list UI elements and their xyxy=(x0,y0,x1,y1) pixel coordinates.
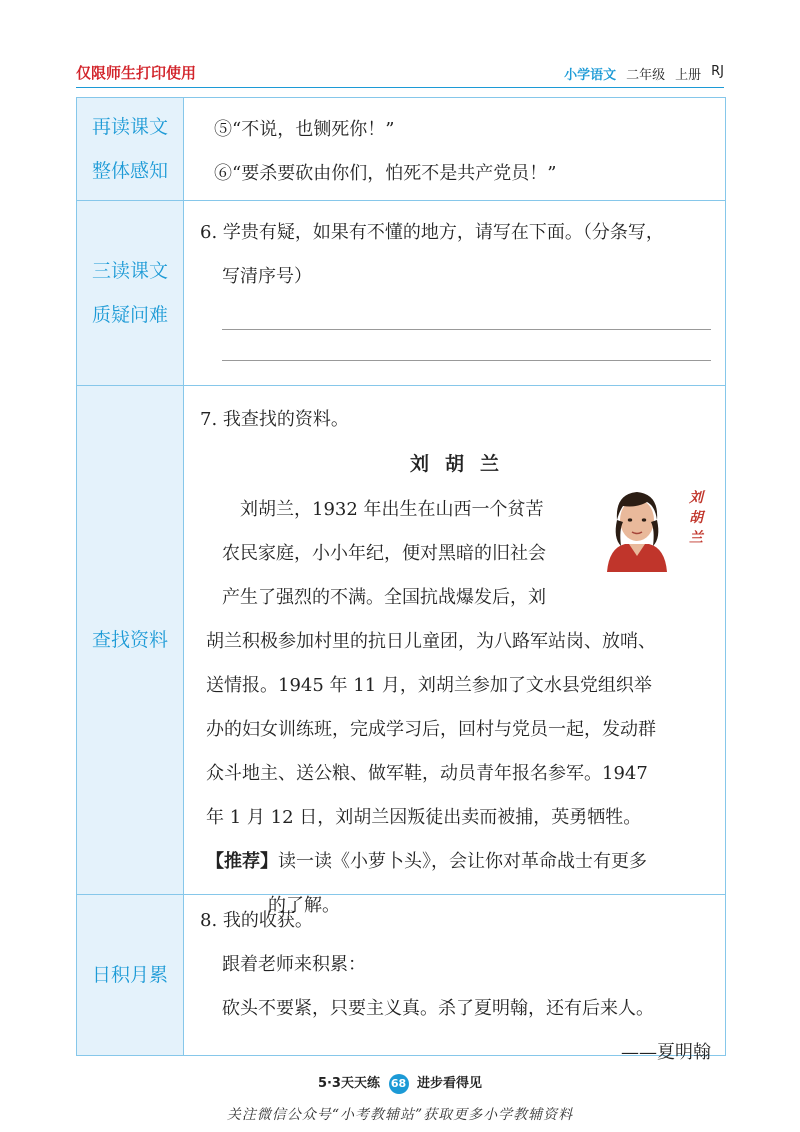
question-6-cont: 写清序号） xyxy=(222,266,312,287)
quote-author: ——夏明翰 xyxy=(621,1042,711,1063)
section-label: 日积月累 xyxy=(77,895,184,1055)
section-content xyxy=(184,895,725,1063)
edition-label: RJ xyxy=(711,64,724,79)
grade-label: 二年级 xyxy=(626,68,666,83)
article-line: 年 1 月 12 日，刘胡兰因叛徒出卖而被捕，英勇牺牲。 xyxy=(206,807,642,828)
subject-label: 小学语文 xyxy=(564,68,617,83)
worksheet-table xyxy=(76,97,726,1063)
recommend-line-2: 的了解。 xyxy=(268,895,340,916)
article-line: 送情报。1945 年 11 月，刘胡兰参加了文水县党组织举 xyxy=(206,675,652,696)
question-8: 8. 我的收获。 xyxy=(200,910,313,931)
article-line: 胡兰积极参加村里的抗日儿童团，为八路军站岗、放哨、 xyxy=(206,631,656,652)
section-reread xyxy=(77,98,725,201)
page-header xyxy=(76,62,724,86)
recommend-line: 【推荐】读一读《小萝卜头》，会让你对革命战士有更多 xyxy=(206,851,647,872)
answer-line[interactable] xyxy=(222,330,711,361)
article-line: 众斗地主、送公粮、做军鞋，动员青年报名参军。1947 xyxy=(206,763,648,784)
question-7: 7. 我查找的资料。 xyxy=(200,409,349,430)
sentence-item-5: ⑤“不说，也铡死你！” xyxy=(214,119,395,140)
footer-brand: 5·3天天练 xyxy=(317,1076,380,1091)
section-accumulate xyxy=(77,895,725,1063)
header-divider xyxy=(76,87,724,88)
book-info xyxy=(564,64,724,83)
question-6: 6. 学贵有疑，如果有不懂的地方，请写在下面。（分条写， xyxy=(200,222,664,243)
sentence-item-6: ⑥“要杀要砍由你们，怕死不是共产党员！” xyxy=(214,163,557,184)
bottom-note: 关注微信公众号“小考教辅站”获取更多小学教辅资料 xyxy=(226,1107,574,1123)
article-line: 农民家庭，小小年纪，便对黑暗的旧社会 xyxy=(222,543,546,564)
section-third-read xyxy=(77,201,725,386)
page-footer xyxy=(0,1072,800,1094)
section-content xyxy=(184,386,725,916)
article-line: 办的妇女训练班，完成学习后，回村与党员一起，发动群 xyxy=(206,719,656,740)
article-line: 产生了强烈的不满。全国抗战爆发后，刘 xyxy=(222,587,546,608)
section-content xyxy=(184,201,725,385)
footer-slogan: 进步看得见 xyxy=(417,1076,483,1091)
recommend-tag: 【推荐】 xyxy=(206,851,278,872)
section-label: 再读课文 整体感知 xyxy=(77,98,184,200)
page-number-badge: 68 xyxy=(389,1074,409,1094)
article-title: 刘胡兰 xyxy=(409,453,515,475)
section-label: 查找资料 xyxy=(77,386,184,894)
watermark-text: 仅限师生打印使用 xyxy=(76,64,197,82)
quote-text: 砍头不要紧，只要主义真。杀了夏明翰，还有后来人。 xyxy=(222,998,654,1019)
portrait-caption: 刘胡兰 xyxy=(689,490,703,546)
article-line: 刘胡兰，1932 年出生在山西一个贫苦 xyxy=(240,499,544,520)
answer-line[interactable] xyxy=(222,299,711,330)
section-research xyxy=(77,386,725,916)
section-content xyxy=(184,98,725,200)
section-label: 三读课文 质疑问难 xyxy=(77,201,184,385)
portrait-illustration xyxy=(601,482,709,572)
accumulate-intro: 跟着老师来积累： xyxy=(222,954,366,975)
term-label: 上册 xyxy=(675,68,702,83)
